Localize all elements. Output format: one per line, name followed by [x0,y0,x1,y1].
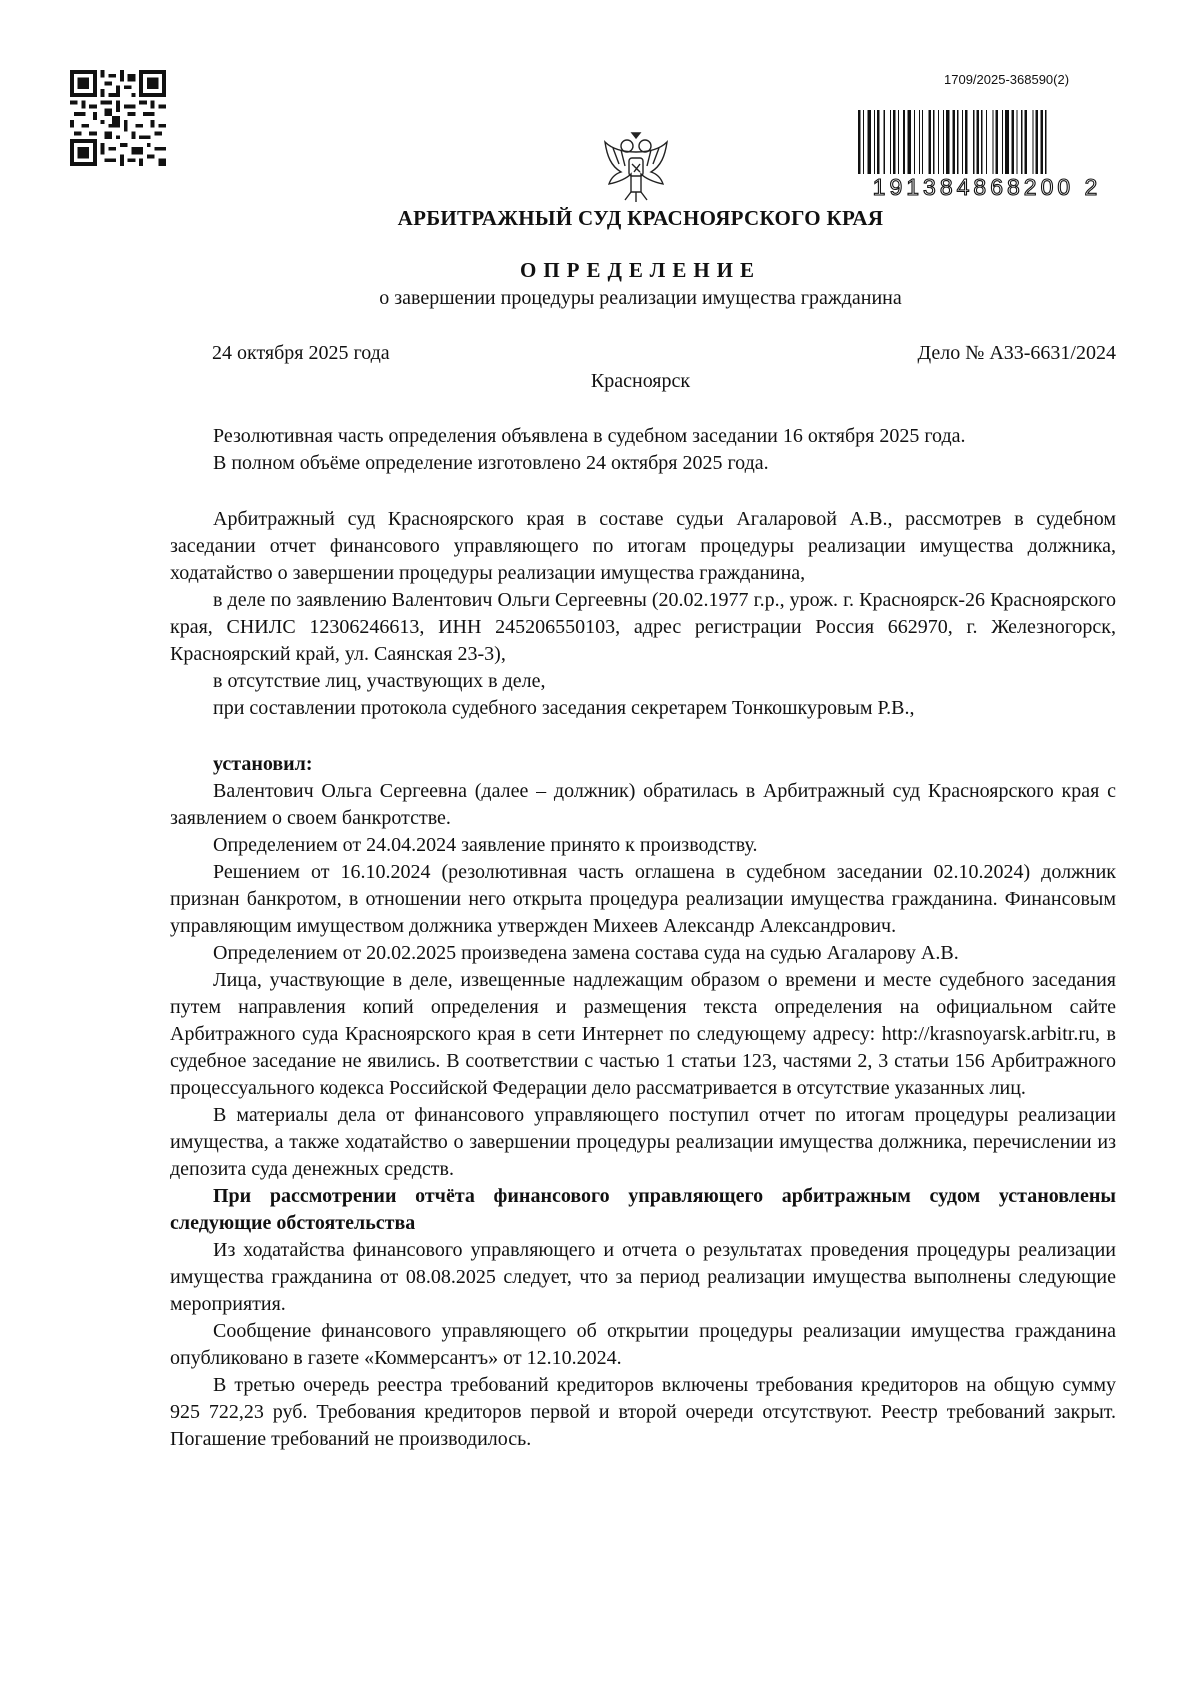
section-heading: установил: [213,753,313,775]
paragraph: при составлении протокола судебного заседания секретарем Тонкошкуровым Р.В., [213,697,915,719]
coat-of-arms-icon [601,130,671,206]
paragraph: Из ходатайства финансового управляющего и отчета о результатах проведения процедуры реализации имущества гражданина от 08.08.2025 следует, что за период реализации имущества выполнены следующие мероприятия. [170,1239,1116,1315]
document-id: 1709/2025-368590(2) [944,72,1070,87]
case-number: Дело № А33-6631/2024 [917,342,1116,364]
paragraph: в деле по заявлению Валентович Ольги Сергеевны (20.02.1977 г.р., урож. г. Красноярск-26 Красноярского края, СНИЛС 12306246613, ИНН 245206550103, адрес регистрации Россия 662970, г. Железногорск, Красноярский край, ул. Саянская 23-3), [170,589,1116,665]
document-title: ОПРЕДЕЛЕНИЕ [519,258,761,282]
paragraph: Определением от 20.02.2025 произведена замена состава суда на судью Агаларову А.В. [213,942,959,964]
paragraph: Арбитражный суд Красноярского края в составе судьи Агаларовой А.В., рассмотрев в судебном заседании отчет финансового управляющего по итогам процедуры реализации имущества должника, ходатайство о завершении процедуры реализации имущества гражданина, [170,508,1116,584]
document-subtitle: о завершении процедуры реализации имущества гражданина [379,287,902,309]
paragraph: в отсутствие лиц, участвующих в деле, [213,670,546,692]
paragraph: В материалы дела от финансового управляющего поступил отчет по итогам процедуры реализации имущества, а также ходатайство о завершении процедуры реализации имущества должника, перечислении из депозита суда денежных средств. [170,1104,1116,1180]
paragraph: Решением от 16.10.2024 (резолютивная часть оглашена в судебном заседании 02.10.2024) должник признан банкротом, в отношении него открыта процедура реализации имущества гражданина. Финансовым управляющим имуществом должника утвержден Михеев Александр Александрович. [170,861,1116,937]
paragraph: Сообщение финансового управляющего об открытии процедуры реализации имущества гражданина опубликовано в газете «Коммерсантъ» от 12.10.2024. [170,1320,1116,1369]
section-heading: При рассмотрении отчёта финансового управляющего арбитражным судом установлены следующие обстоятельства [170,1185,1116,1234]
paragraph: В третью очередь реестра требований кредиторов включены требования кредиторов на общую сумму 925 722,23 руб. Требования кредиторов первой и второй очереди отсутствуют. Реестр требований закрыт. Погашение требований не производилось. [170,1374,1116,1450]
document-body [170,423,1116,1453]
paragraph: Определением от 24.04.2024 заявление принято к производству. [213,834,758,856]
barcode-number: 191384868200 2 [872,174,1102,200]
paragraph: В полном объёме определение изготовлено 24 октября 2025 года. [213,452,769,474]
paragraph: Валентович Ольга Сергеевна (далее – должник) обратилась в Арбитражный суд Красноярского края с заявлением о своем банкротстве. [170,780,1116,829]
city: Красноярск [590,370,691,392]
paragraph: Резолютивная часть определения объявлена в судебном заседании 16 октября 2025 года. [213,425,966,447]
qr-code [70,70,166,166]
document-date: 24 октября 2025 года [212,342,390,364]
paragraph: Лица, участвующие в деле, извещенные надлежащим образом о времени и месте судебного заседания путем направления копий определения и размещения текста определения на официальном сайте Арбитражного суда Красноярского края в сети Интернет по следующему адресу: http://krasnoyarsk.arbitr.ru, в судебное заседание не явились. В соответствии с частью 1 статьи 123, частями 2, 3 статьи 156 Арбитражного процессуального кодекса Российской Федерации дело рассматривается в отсутствие указанных лиц. [170,969,1116,1099]
court-name: АРБИТРАЖНЫЙ СУД КРАСНОЯРСКОГО КРАЯ [397,206,884,230]
